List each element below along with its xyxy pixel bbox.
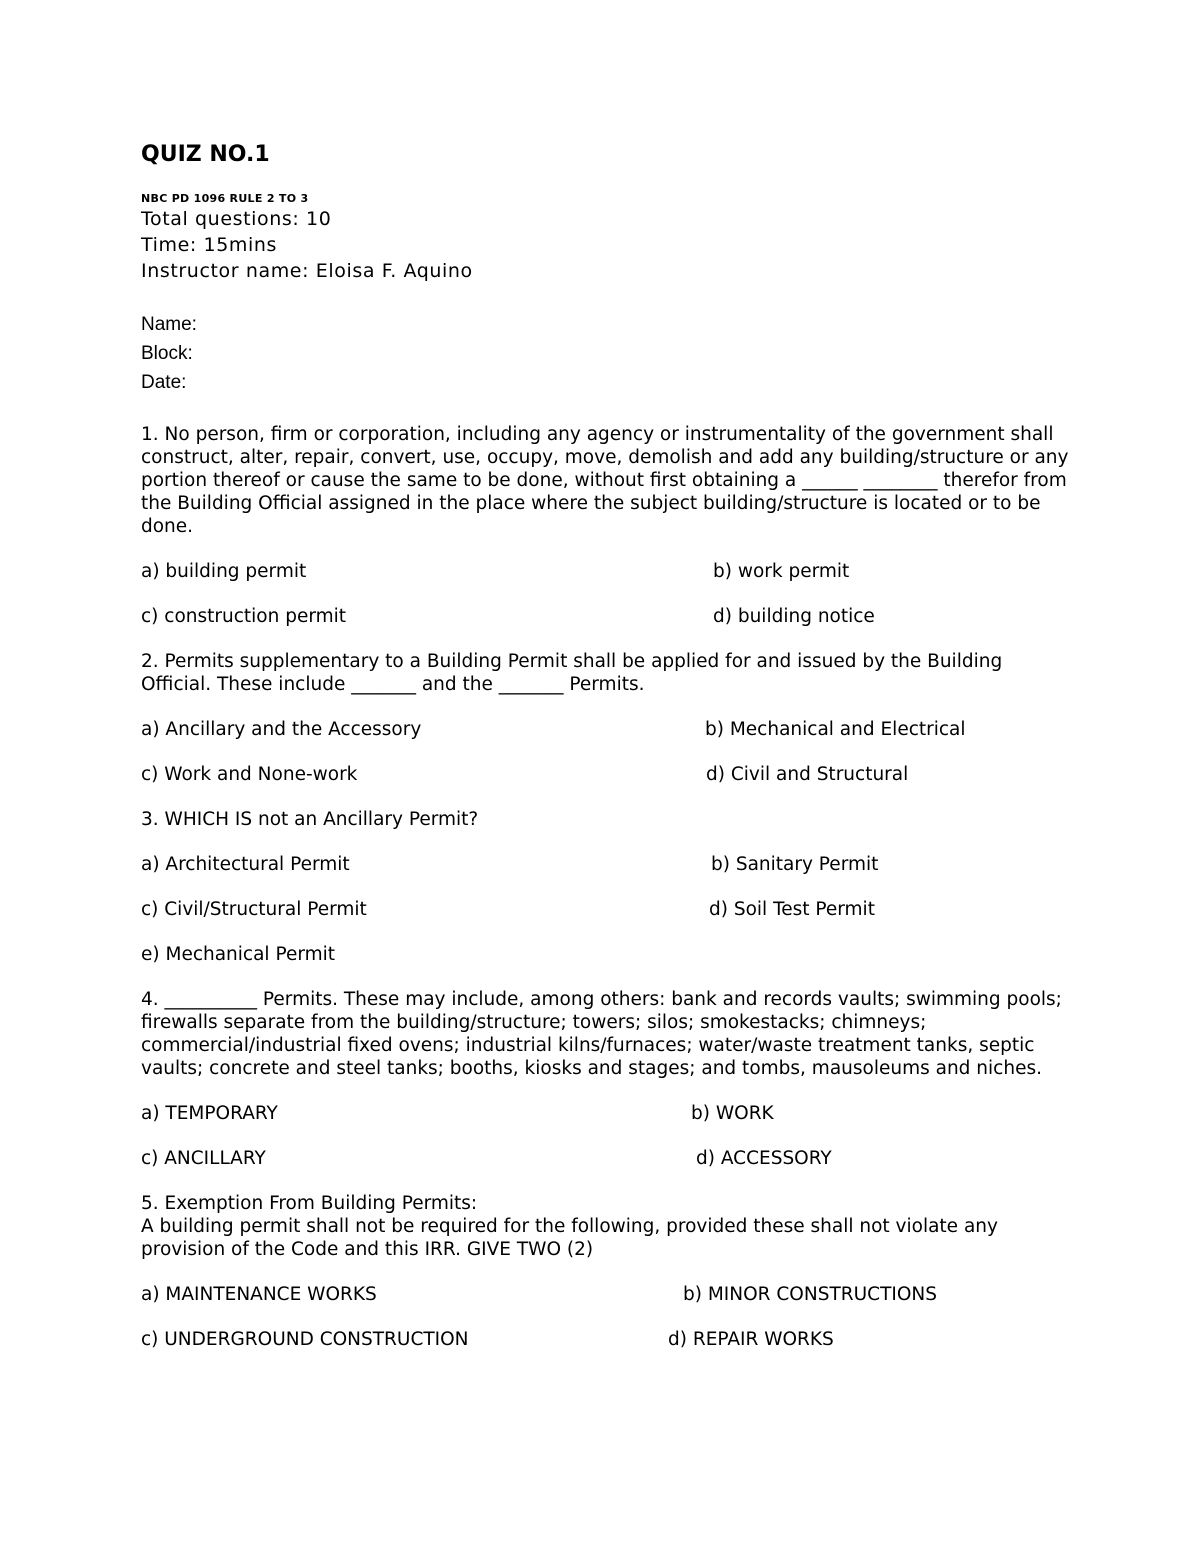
question-3-options-row-3 <box>141 943 1071 966</box>
instructor-name: Instructor name: Eloisa F. Aquino <box>141 260 473 282</box>
question-4-options-row-2 <box>141 1147 1071 1170</box>
question-5-options-row-1 <box>141 1283 1071 1306</box>
question-3-options-row-2 <box>141 898 1071 921</box>
question-3 <box>141 808 1071 966</box>
option-c: c) construction permit <box>141 606 347 627</box>
question-1-text: 1. No person, firm or corporation, including any agency or instrumentality of the government shall construct, alter, repair, convert, use, occupy, move, demolish and add any building/structure or any portion thereof or cause the same to be done, without first obtaining a ______ ________ therefor from the Building Official assigned in the place where the subject building/structure is located or to be done. <box>141 424 1069 537</box>
option-a: a) Architectural Permit <box>141 854 350 875</box>
option-b: b) work permit <box>713 561 850 582</box>
question-3-options-row-1 <box>141 853 1071 876</box>
option-a: a) Ancillary and the Accessory <box>141 719 422 740</box>
quiz-document <box>141 140 1071 1351</box>
question-2-options-row-1 <box>141 718 1071 741</box>
quiz-title: QUIZ NO.1 <box>141 142 270 167</box>
option-d: d) Soil Test Permit <box>709 899 875 920</box>
option-d: d) building notice <box>713 606 875 627</box>
question-5-options-row-2 <box>141 1328 1071 1351</box>
quiz-subtitle: NBC PD 1096 RULE 2 TO 3 <box>141 192 309 205</box>
option-d: d) ACCESSORY <box>696 1148 832 1169</box>
question-5 <box>141 1192 1071 1351</box>
question-4 <box>141 988 1071 1170</box>
date-field-label: Date: <box>141 372 187 393</box>
name-field-label: Name: <box>141 314 197 335</box>
student-fields <box>141 310 1071 397</box>
option-b: b) Mechanical and Electrical <box>705 719 966 740</box>
option-c: c) UNDERGROUND CONSTRUCTION <box>141 1329 469 1350</box>
block-field-label: Block: <box>141 343 193 364</box>
option-b: b) WORK <box>691 1103 774 1124</box>
quiz-meta <box>141 206 1071 284</box>
option-a: a) TEMPORARY <box>141 1103 278 1124</box>
time-limit: Time: 15mins <box>141 234 278 256</box>
question-5-instructions: A building permit shall not be required for the following, provided these shall not violate any provision of the Code and this IRR. GIVE TWO (2) <box>141 1216 998 1260</box>
question-5-text: 5. Exemption From Building Permits: <box>141 1193 478 1214</box>
question-4-text: 4. __________ Permits. These may include, among others: bank and records vaults; swimming pools; firewalls separate from the building/structure; towers; silos; smokestacks; chimneys; commercial/industrial fixed ovens; industrial kilns/furnaces; water/waste treatment tanks, septic vaults; concrete and steel tanks; booths, kiosks and stages; and tombs, mausoleums and niches. <box>141 989 1062 1079</box>
option-d: d) REPAIR WORKS <box>668 1329 834 1350</box>
total-questions: Total questions: 10 <box>141 208 332 230</box>
question-3-text: 3. WHICH IS not an Ancillary Permit? <box>141 809 479 830</box>
option-c: c) ANCILLARY <box>141 1148 266 1169</box>
question-1-options-row-1 <box>141 560 1071 583</box>
option-d: d) Civil and Structural <box>706 764 909 785</box>
question-4-options-row-1 <box>141 1102 1071 1125</box>
option-a: a) MAINTENANCE WORKS <box>141 1284 377 1305</box>
question-2-text: 2. Permits supplementary to a Building Permit shall be applied for and issued by the Building Official. These include _______ and the _______ Permits. <box>141 651 1003 695</box>
option-c: c) Work and None-work <box>141 764 358 785</box>
question-1-options-row-2 <box>141 605 1071 628</box>
question-2 <box>141 650 1071 786</box>
option-c: c) Civil/Structural Permit <box>141 899 367 920</box>
option-b: b) Sanitary Permit <box>711 854 879 875</box>
option-a: a) building permit <box>141 561 307 582</box>
question-2-options-row-2 <box>141 763 1071 786</box>
question-1 <box>141 423 1071 628</box>
option-b: b) MINOR CONSTRUCTIONS <box>683 1284 937 1305</box>
option-e: e) Mechanical Permit <box>141 944 336 965</box>
